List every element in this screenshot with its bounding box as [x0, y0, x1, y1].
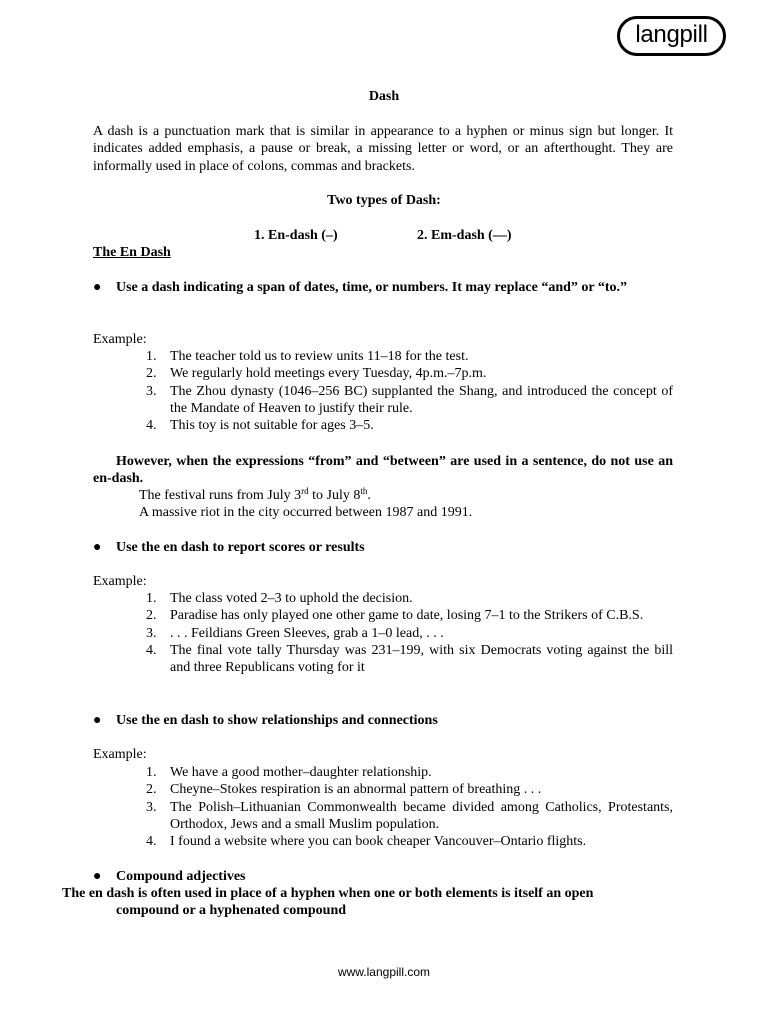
compound-paragraph	[62, 885, 673, 920]
bullet-text: Use the en dash to report scores or results	[116, 540, 365, 555]
list-item: 4. This toy is not suitable for ages 3–5.	[146, 418, 374, 434]
list-item: 2. Paradise has only played one other game to date, losing 7–1 to the Strikers of C.B.S.	[146, 608, 644, 624]
list-item: 4. I found a website where you can book cheaper Vancouver–Ontario flights.	[146, 834, 587, 850]
list-item: 3. The Polish–Lithuanian Commonwealth became divided among Catholics, Protestants, Orthodox, Jews and a small Muslim population.	[146, 799, 673, 832]
list-item: 1. The class voted 2–3 to uphold the decision.	[146, 591, 413, 606]
list-item: 1. We have a good mother–daughter relationship.	[146, 765, 432, 780]
bullet-icon: ●	[93, 540, 102, 555]
bullet-icon: ●	[93, 713, 102, 728]
examples-list-span	[146, 348, 673, 434]
page-title: Dash	[368, 89, 400, 104]
compound-line-2: compound or a hyphenated compound	[116, 903, 347, 919]
note-example-1: The festival runs from July 3rd to July 8th.	[139, 486, 371, 503]
langpill-logo: langpill	[617, 16, 726, 56]
example-label: Example:	[93, 747, 147, 762]
footer-url: www.langpill.com	[337, 965, 431, 979]
note-example-2: A massive riot in the city occurred between 1987 and 1991.	[139, 505, 473, 520]
compound-line-1: The en dash is often used in place of a hyphen when one or both elements is itself an open	[62, 886, 594, 901]
note-paragraph: However, when the expressions “from” and “between” are used in a sentence, do not use an en-dash.	[93, 454, 673, 487]
type-en-dash: 1. En-dash (–)	[254, 228, 338, 243]
bullet-text: Use the en dash to show relationships and connections	[116, 713, 438, 728]
list-item: 4. The final vote tally Thursday was 231–199, with six Democrats voting against the bill and three Republicans voting for it	[146, 642, 673, 676]
list-item: 1. The teacher told us to review units 11–18 for the test.	[146, 349, 469, 364]
type-em-dash: 2. Em-dash (—)	[417, 228, 512, 243]
list-item: 3. . . . Feildians Green Sleeves, grab a 1–0 lead, . . .	[146, 625, 444, 641]
list-item: 2. Cheyne–Stokes respiration is an abnormal pattern of breathing . . .	[146, 782, 542, 798]
bullet-icon: ●	[93, 280, 102, 295]
intro-paragraph: A dash is a punctuation mark that is similar in appearance to a hyphen or minus sign but longer. It indicates added emphasis, a pause or break, a missing letter or word, or an afterthought. They are informally used in place of colons, commas and brackets.	[93, 124, 673, 174]
list-item: 2. We regularly hold meetings every Tuesday, 4p.m.–7p.m.	[146, 366, 487, 382]
bullet-text: Use a dash indicating a span of dates, time, or numbers. It may replace “and” or “to.”	[116, 280, 628, 295]
bullet-scores	[93, 539, 673, 557]
bullet-text: Compound adjectives	[116, 869, 246, 884]
bullet-span	[93, 279, 673, 314]
bullet-relationships	[93, 712, 673, 730]
example-label: Example:	[93, 574, 147, 589]
example-label: Example:	[93, 332, 147, 347]
types-title: Two types of Dash:	[327, 193, 441, 208]
bullet-compound	[93, 868, 673, 886]
examples-list-relationships	[146, 764, 673, 850]
list-item: 3. The Zhou dynasty (1046–256 BC) supplanted the Shang, and introduced the concept of the Mandate of Heaven to justify their rule.	[146, 383, 673, 416]
examples-list-scores	[146, 590, 673, 676]
bullet-icon: ●	[93, 869, 102, 884]
section-heading-en-dash: The En Dash	[93, 245, 171, 260]
